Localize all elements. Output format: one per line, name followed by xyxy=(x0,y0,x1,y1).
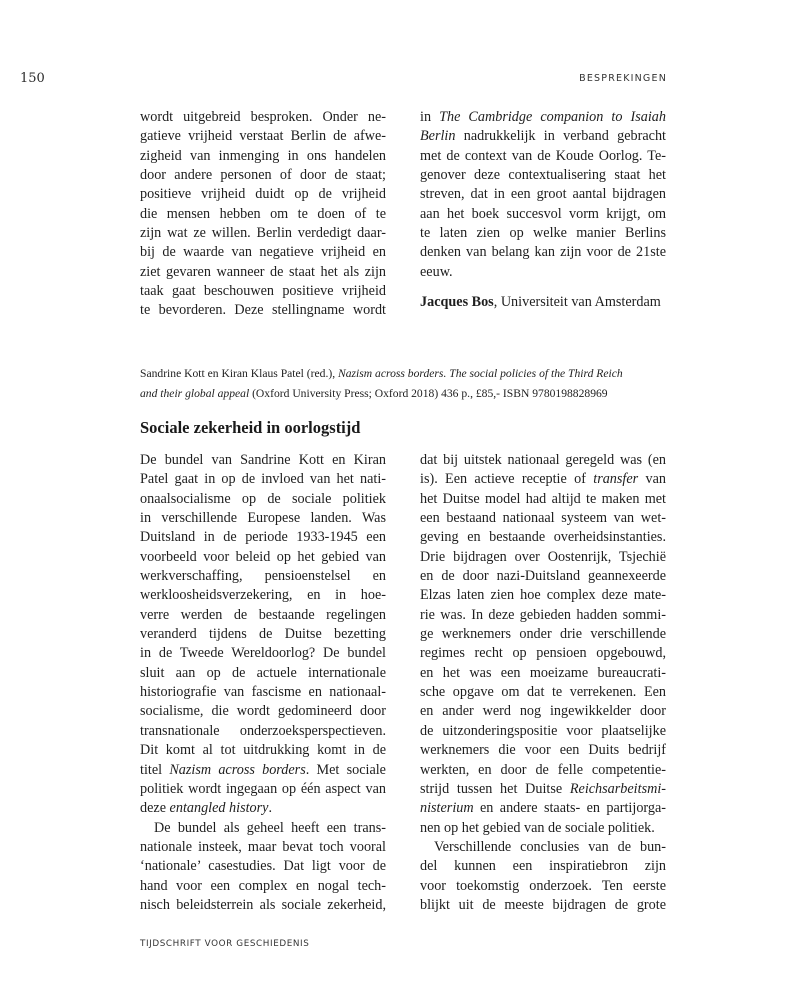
text-line: te bevorderen. Deze stellingname wordt xyxy=(140,302,386,319)
text-line: en ander werd nog ingewikkelder door xyxy=(420,703,666,720)
text-line: te laten zien op welke manier Berlins xyxy=(420,225,666,242)
text-line: aan het boek succesvol vorm krijgt, om xyxy=(420,205,666,222)
italic-term: entangled history xyxy=(169,800,269,817)
text-line: voor toekomstig onderzoek. Ten eerste xyxy=(420,877,666,894)
text-fragment: . xyxy=(268,800,272,817)
previous-review-left-column xyxy=(140,108,386,321)
reviewer-signature xyxy=(420,293,661,312)
text-fragment: is). Een actieve receptie of xyxy=(420,471,594,488)
text-line: Patel gaat in op de invloed van het nati- xyxy=(140,471,386,488)
text-line xyxy=(420,780,666,799)
text-line: ge werknemers onder drie verschillende xyxy=(420,626,666,643)
text-line: De bundel als geheel heeft een trans- xyxy=(154,819,386,836)
text-line: blijkt uit de meeste bijdragen de grote xyxy=(420,896,666,913)
text-line: denken van belang kan zijn voor de 21ste xyxy=(420,244,666,261)
text-fragment: nadrukkelijk in verband gebracht xyxy=(455,128,666,145)
text-line: dat bij uitstek nationaal geregeld was (en xyxy=(420,452,666,468)
text-line: hand voor een complex en nogal tech- xyxy=(140,877,386,894)
text-line: bij de waarde van negatieve vrijheid en xyxy=(140,244,386,261)
text-line xyxy=(140,799,386,818)
book-title-italic: The Cambridge companion to Isaiah xyxy=(439,109,666,125)
text-line: en de door nazi-Duitsland geannexeerde xyxy=(420,568,666,585)
text-line: gatieve vrijheid verstaat Berlin de afwe- xyxy=(140,128,386,145)
page-number: 150 xyxy=(20,71,45,86)
book-citation xyxy=(140,364,680,404)
text-line: transnationale onderzoeksperspectieven. xyxy=(140,722,386,739)
text-line: sluit aan op de actuele internationale xyxy=(140,664,386,681)
text-line: nationale insteek, maar bevat toch vooral xyxy=(140,838,386,855)
text-line: nen op het gebied van de sociale politiek. xyxy=(420,819,655,836)
text-line: een bestaand nationaal systeem van wet- xyxy=(420,510,666,527)
text-line: in de Tweede Wereldoorlog? De bundel xyxy=(140,645,386,662)
text-line: ziet gevaren wanneer de staat het als zijn xyxy=(140,263,386,280)
text-line: Elzas laten zien hoe complex deze mate- xyxy=(420,587,666,604)
text-line: veranderd tijdens de Duitse bezetting xyxy=(140,626,386,643)
text-line: zijn wat ze willen. Berlin verdedigt daar- xyxy=(140,225,386,242)
text-line: regimes recht op pensioen opgebouwd, xyxy=(420,645,666,662)
text-line xyxy=(420,799,666,818)
text-line: in verschillende Europese landen. Was xyxy=(140,510,386,527)
text-fragment: en andere staats- en partijorga- xyxy=(473,800,666,817)
review-title: Sociale zekerheid in oorlogstijd xyxy=(140,418,361,437)
reviewer-affiliation: , Universiteit van Amsterdam xyxy=(493,294,661,310)
text-line: door andere personen of door de staat; xyxy=(140,167,386,184)
text-line: genover deze contextualisering staat het xyxy=(420,167,666,184)
text-line: socialisme, die wordt gedomineerd door xyxy=(140,703,386,720)
text-line: eeuw. xyxy=(420,263,453,280)
text-line: nisch beleidsterrein als sociale zekerheid, xyxy=(140,896,386,913)
review-left-column xyxy=(140,451,386,915)
text-line: geving en bestaande overheidsinstanties. xyxy=(420,529,666,546)
text-line: onaalsocialisme op de sociale politiek xyxy=(140,490,386,507)
text-line xyxy=(420,108,666,127)
text-line: streven, dat in een groot aantal bijdragen xyxy=(420,186,666,203)
text-line: Dit komt al tot uitdrukking komt in de xyxy=(140,742,386,759)
italic-term: nisterium xyxy=(420,800,474,817)
reviewer-name: Jacques Bos xyxy=(420,294,494,310)
text-line xyxy=(420,127,666,146)
text-line xyxy=(140,761,386,780)
text-line: de uitzonderingspositie voor plaatselijke xyxy=(420,722,666,739)
citation-publication: (Oxford University Press; Oxford 2018) 436 p., £85,- ISBN 9780198828969 xyxy=(249,387,608,400)
text-line: met de context van de Koude Oorlog. Te- xyxy=(420,147,666,164)
text-line: historiografie van fascisme en nationaal- xyxy=(140,684,386,701)
text-line: het Duitse model had altijd te maken met xyxy=(420,490,666,507)
text-line xyxy=(420,470,666,489)
text-fragment: . Met sociale xyxy=(305,761,386,778)
text-line: werkverschaffing, pensioenstelsel en xyxy=(140,568,386,585)
citation-title-continued: and their global appeal xyxy=(140,387,250,400)
text-fragment: van xyxy=(638,471,666,488)
text-line: werkloosheidsverzekering, en in hoe- xyxy=(140,587,386,604)
text-line: werkten, en door de felle competentie- xyxy=(420,761,666,778)
text-line: politiek wordt ingegaan op één aspect van xyxy=(140,780,386,797)
text-line: werknemers die voor een Duits bedrijf xyxy=(420,742,666,759)
text-line: taak gaat beschouwen positieve vrijheid xyxy=(140,283,386,300)
journal-footer: TIJDSCHRIFT VOOR GESCHIEDENIS xyxy=(140,939,310,949)
text-fragment: deze xyxy=(140,800,170,817)
text-line: verre werden de bestaande regelingen xyxy=(140,606,386,623)
text-line: Duitsland in de periode 1933-1945 een xyxy=(140,529,386,546)
previous-review-right-column xyxy=(420,108,666,282)
book-title-italic: Berlin xyxy=(420,128,456,145)
running-head: BESPREKINGEN xyxy=(579,73,667,84)
citation-title: Nazism across borders. The social policies of the Third Reich xyxy=(338,367,623,380)
text-line: positieve vrijheid duidt op de vrijheid xyxy=(140,186,386,203)
text-fragment: titel xyxy=(140,761,170,778)
text-line: zigheid van inmenging in ons handelen xyxy=(140,147,386,164)
text-line: ‘nationale’ casestudies. Dat ligt voor de xyxy=(140,858,386,875)
book-title-italic: Nazism across borders xyxy=(169,761,306,778)
italic-term: transfer xyxy=(593,471,639,488)
text-line: Drie bijdragen over Oostenrijk, Tsjechië xyxy=(420,548,666,565)
text-fragment: in xyxy=(420,109,440,125)
text-line: De bundel van Sandrine Kott en Kiran xyxy=(140,452,386,468)
text-line: sche opgave om dat te verrekenen. Een xyxy=(420,684,666,701)
text-line: Verschillende conclusies van de bun- xyxy=(434,838,666,855)
review-right-column xyxy=(420,451,666,915)
text-line: en het was een moeizame bureaucrati- xyxy=(420,664,666,681)
text-line: rie was. In deze gebieden hadden sommi- xyxy=(420,606,666,623)
text-fragment: strijd tussen het Duitse xyxy=(420,780,570,797)
text-line: del kunnen een inspiratiebron zijn xyxy=(420,858,666,875)
text-line: voorbeeld voor beleid op het gebied van xyxy=(140,548,386,565)
citation-authors: Sandrine Kott en Kiran Klaus Patel (red.), xyxy=(140,367,339,380)
text-line: die mensen hebben om te doen of te xyxy=(140,205,386,222)
text-line: wordt uitgebreid besproken. Onder ne- xyxy=(140,109,386,125)
italic-term: Reichsarbeitsmi- xyxy=(569,780,666,797)
